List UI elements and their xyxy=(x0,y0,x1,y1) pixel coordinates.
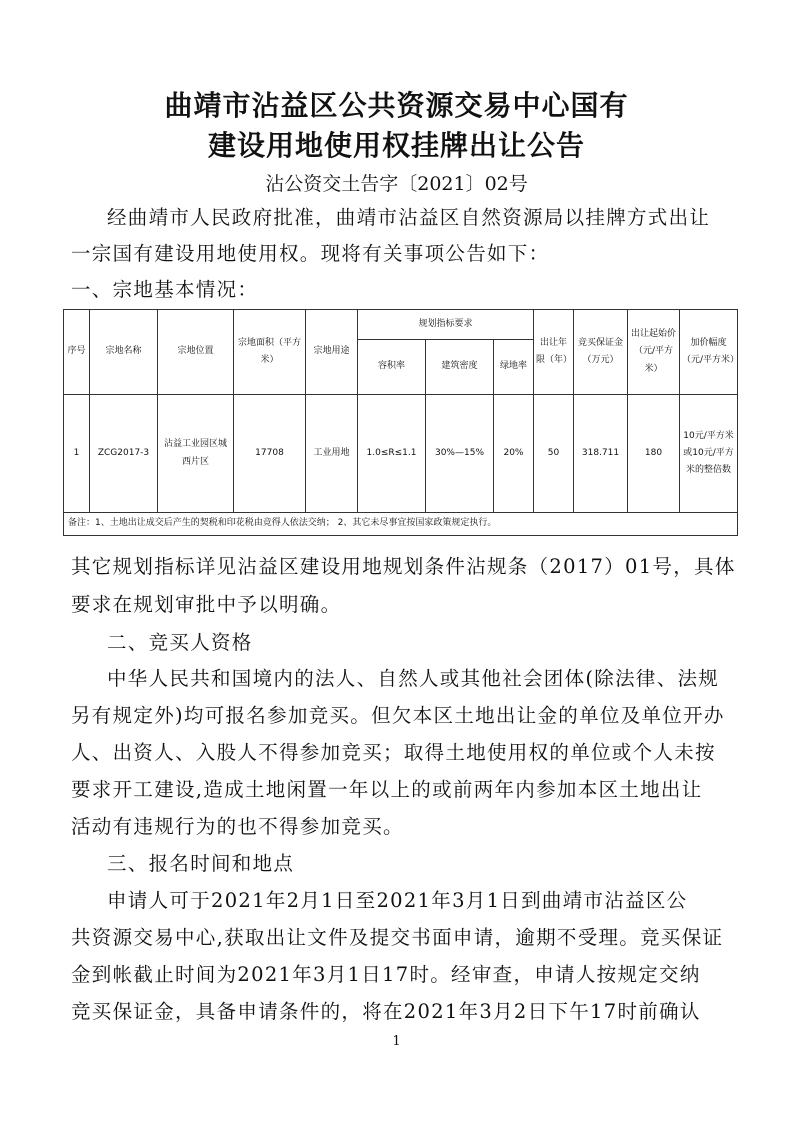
section-3-line-1: 申请人可于2021年2月1日至2021年3月1日到曲靖市沾益区公 xyxy=(107,889,688,912)
section-3-line-4: 竞买保证金，具备申请条件的，将在2021年3月2日下午17时前确认 xyxy=(71,1000,701,1023)
section-2-line-3: 人、出资人、入股人不得参加竞买；取得土地使用权的单位或个人未按 xyxy=(71,741,716,764)
title-line-2: 建设用地使用权挂牌出让公告 xyxy=(207,129,585,162)
section-2-line-5: 活动有违规行为的也不得参加竞买。 xyxy=(71,815,404,838)
section-3-heading: 三、报名时间和地点 xyxy=(107,852,295,875)
section-2-line-1: 中华人民共和国境内的法人、自然人或其他社会团体(除法律、法规 xyxy=(107,667,720,690)
header-usage: 宗地用途 xyxy=(306,310,358,395)
header-location: 宗地位置 xyxy=(158,310,234,395)
cell-code: ZCG2017-3 xyxy=(90,395,158,513)
land-plot-table xyxy=(63,309,738,536)
cell-area: 17708 xyxy=(234,395,306,513)
page-number: 1 xyxy=(392,1034,401,1049)
header-far: 容积率 xyxy=(358,340,426,395)
header-years: 出让年限（年） xyxy=(534,310,574,395)
header-seq: 序号 xyxy=(64,310,90,395)
title-line-1: 曲靖市沾益区公共资源交易中心国有 xyxy=(164,89,629,122)
header-increment: 加价幅度（元/平方米） xyxy=(680,310,738,395)
cell-location: 沾益工业园区城西片区 xyxy=(158,395,234,513)
header-code: 宗地名称 xyxy=(90,310,158,395)
header-planning-group: 规划指标要求 xyxy=(358,310,534,340)
table-note: 备注：1、土地出让成交后产生的契税和印花税由竞得人依法交纳； 2、其它未尽事宜按国家政策规定执行。 xyxy=(64,513,738,536)
para-after-table-line-1: 其它规划指标详见沾益区建设用地规划条件沾规条（2017）01号，具体 xyxy=(71,555,736,578)
cell-seq: 1 xyxy=(64,395,90,513)
header-area: 宗地面积（平方米） xyxy=(234,310,306,395)
cell-years: 50 xyxy=(534,395,574,513)
cell-far: 1.0≤R≤1.1 xyxy=(358,395,426,513)
cell-deposit: 318.711 xyxy=(574,395,628,513)
section-2-line-2: 另有规定外)均可报名参加竞买。但欠本区土地出让金的单位及单位开办 xyxy=(71,704,725,727)
document-number: 沾公资交土告字〔2021〕02号 xyxy=(265,173,528,195)
table-row xyxy=(64,395,738,513)
cell-usage: 工业用地 xyxy=(306,395,358,513)
intro-line-2: 一宗国有建设用地使用权。现将有关事项公告如下： xyxy=(71,242,550,265)
intro-line-1: 经曲靖市人民政府批准，曲靖市沾益区自然资源局以挂牌方式出让 xyxy=(107,206,711,229)
section-3-line-2: 共资源交易中心,获取出让文件及提交书面申请，逾期不受理。竞买保证 xyxy=(71,926,724,949)
section-2-heading: 二、竞买人资格 xyxy=(107,631,253,654)
section-3-line-3: 金到帐截止时间为2021年3月1日17时。经审查，申请人按规定交纳 xyxy=(71,963,701,986)
header-start-price: 出让起始价（元/平方米） xyxy=(628,310,680,395)
cell-green: 20% xyxy=(494,395,534,513)
section-1-heading: 一、宗地基本情况： xyxy=(71,278,259,301)
header-green: 绿地率 xyxy=(494,340,534,395)
cell-start-price: 180 xyxy=(628,395,680,513)
cell-increment: 10元/平方米或10元/平方米的整倍数 xyxy=(680,395,738,513)
section-2-line-4: 要求开工建设,造成土地闲置一年以上的或前两年内参加本区土地出让 xyxy=(71,778,703,801)
header-density: 建筑密度 xyxy=(426,340,494,395)
cell-density: 30%—15% xyxy=(426,395,494,513)
para-after-table-line-2: 要求在规划审批中予以明确。 xyxy=(71,593,342,616)
header-deposit: 竞买保证金（万元） xyxy=(574,310,628,395)
